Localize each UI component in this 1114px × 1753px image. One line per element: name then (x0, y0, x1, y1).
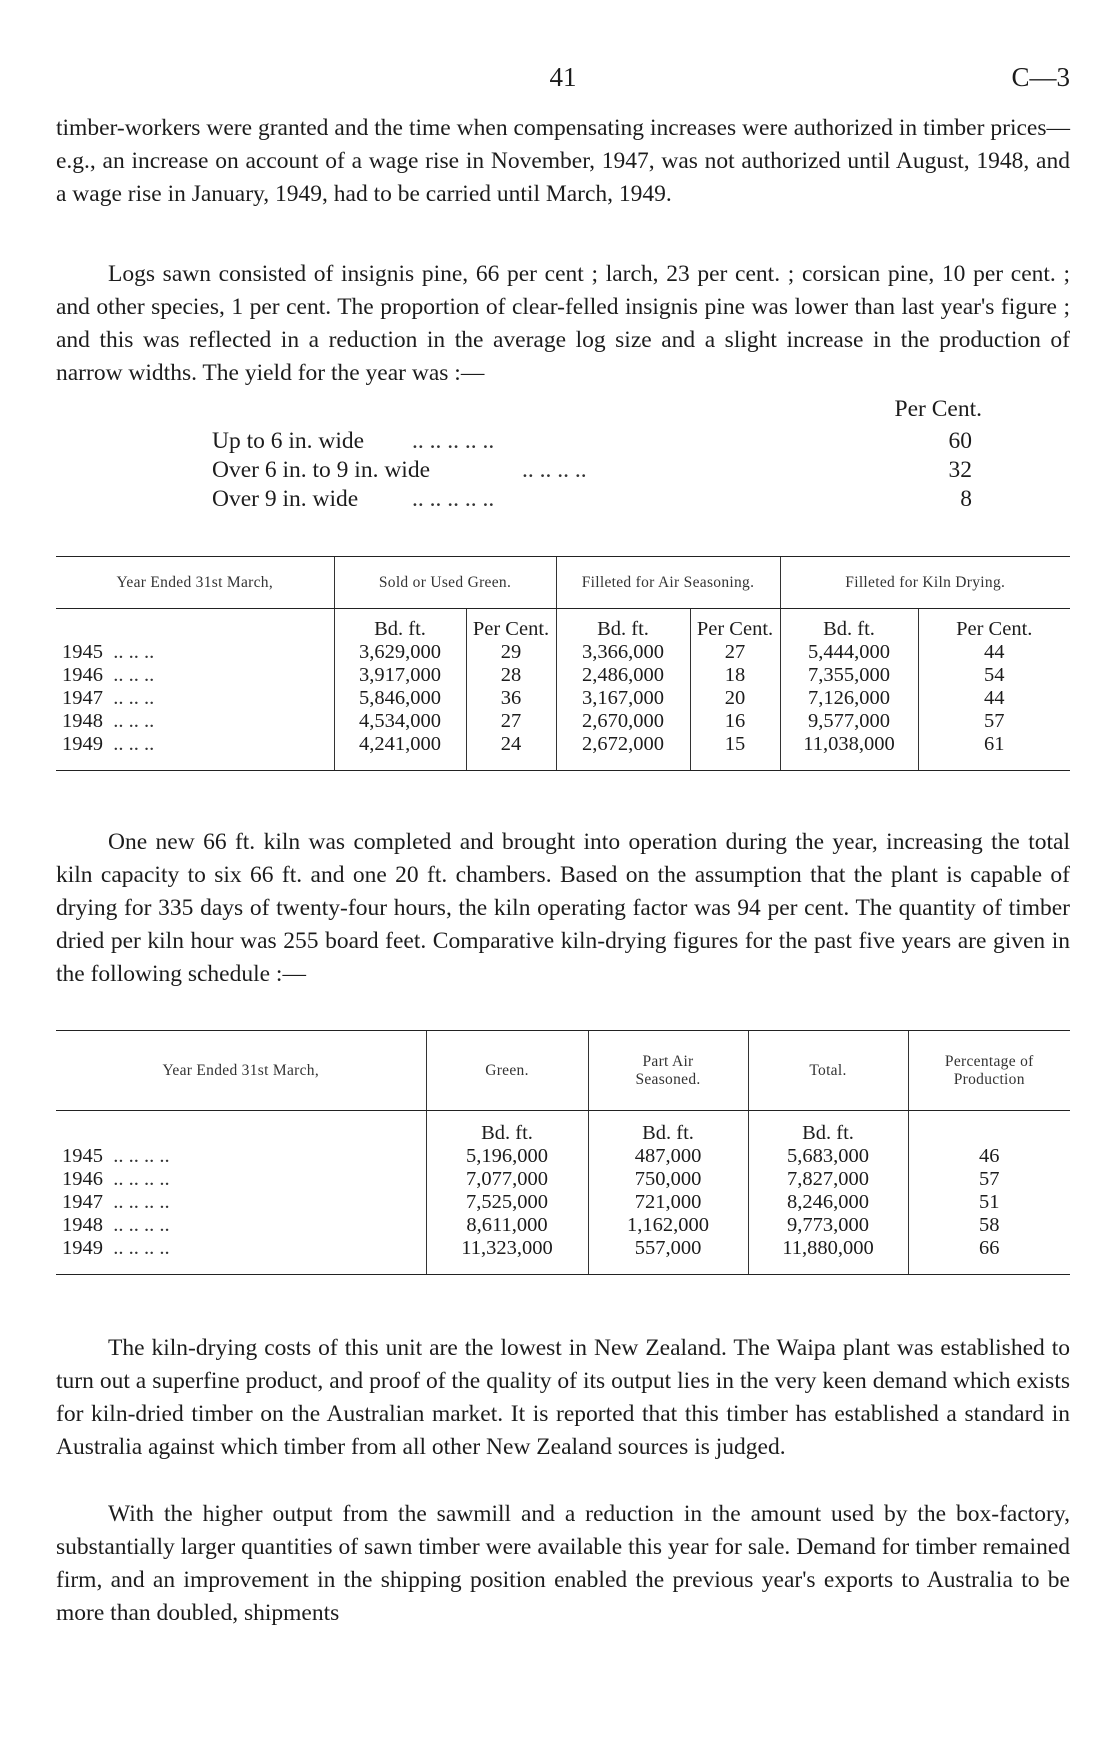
column-header-green: Green. (426, 1031, 588, 1111)
air-pct-cell: 27 (690, 641, 780, 664)
air-bdft-cell: 3,366,000 (556, 641, 690, 664)
part-air-cell: 557,000 (588, 1237, 748, 1275)
total-cell: 9,773,000 (748, 1214, 908, 1237)
yield-row (212, 428, 982, 458)
paragraph-logs-sawn (56, 258, 1070, 390)
yield-label: Over 9 in. wide (212, 486, 359, 512)
kiln-bdft-cell: 7,355,000 (780, 664, 918, 687)
kiln-pct-cell: 44 (918, 687, 1070, 710)
leader-dots: .. .. .. (113, 640, 155, 663)
yield-dots: .. .. .. .. .. (412, 428, 495, 454)
sold-bdft-cell: 5,846,000 (334, 687, 466, 710)
column-header-total: Total. (748, 1031, 908, 1111)
sold-pct-cell: 29 (466, 641, 556, 664)
leader-dots: .. .. .. (113, 686, 155, 709)
leader-dots: .. .. .. .. (113, 1167, 170, 1190)
yield-label: Over 6 in. to 9 in. wide (212, 457, 430, 483)
part-air-cell: 750,000 (588, 1168, 748, 1191)
table-row (56, 1145, 1070, 1168)
leader-dots: .. .. .. (113, 709, 155, 732)
yield-dots: .. .. .. .. .. (412, 486, 495, 512)
sold-pct-cell: 24 (466, 733, 556, 771)
leader-dots: .. .. .. .. (113, 1236, 170, 1259)
document-page (56, 0, 1070, 1753)
kiln-pct-cell: 44 (918, 641, 1070, 664)
percentage-cell: 51 (908, 1191, 1070, 1214)
kiln-pct-cell: 54 (918, 664, 1070, 687)
table-kiln-drying (56, 1030, 1070, 1275)
leader-dots: .. .. .. .. (113, 1144, 170, 1167)
green-cell: 5,196,000 (426, 1145, 588, 1168)
year-cell: 1945 (62, 640, 103, 663)
percentage-cell: 57 (908, 1168, 1070, 1191)
kiln-bdft-cell: 7,126,000 (780, 687, 918, 710)
unit-label: Bd. ft. (334, 609, 466, 641)
paragraph-text: One new 66 ft. kiln was completed and brought into operation during the year, increasing the total kiln capacity to six 66 ft. and one 20 ft. chambers. Based on the assumption that the plant is capable of drying for 335 days of twenty-four hours, the kiln operating factor was 94 per cent. The quantity of timber dried per kiln hour was 255 board feet. Comparative kiln-drying figures for the past five years are given in the following schedule :— (56, 829, 1070, 987)
leader-dots: .. .. .. (113, 732, 155, 755)
total-cell: 11,880,000 (748, 1237, 908, 1275)
unit-label: Bd. ft. (780, 609, 918, 641)
header-line: Percentage of (944, 1052, 1034, 1070)
leader-dots: .. .. .. .. (113, 1190, 170, 1213)
year-cell: 1946 (62, 1167, 103, 1190)
air-bdft-cell: 2,672,000 (556, 733, 690, 771)
units-row (56, 1111, 1070, 1145)
sold-pct-cell: 28 (466, 664, 556, 687)
sold-bdft-cell: 4,534,000 (334, 710, 466, 733)
table-row (56, 687, 1070, 710)
air-pct-cell: 15 (690, 733, 780, 771)
sold-bdft-cell: 3,917,000 (334, 664, 466, 687)
table-row (56, 733, 1070, 771)
paragraph-text: The kiln-drying costs of this unit are the lowest in New Zealand. The Waipa plant was established to turn out a superfine product, and proof of the quality of its output lies in the very keen demand which exists for kiln-dried timber on the Australian market. It is reported that this timber has established a standard in Australia against which timber from all other New Zealand sources is judged. (56, 1335, 1070, 1460)
unit-label: Per Cent. (690, 609, 780, 641)
unit-label: Bd. ft. (426, 1111, 588, 1145)
column-header-year: Year Ended 31st March, (56, 1031, 426, 1111)
units-row (56, 609, 1070, 641)
year-cell: 1945 (62, 1144, 103, 1167)
paragraph-wage-timber-prices (56, 112, 1070, 211)
percentage-cell: 66 (908, 1237, 1070, 1275)
table-header-row (56, 1031, 1070, 1111)
year-cell: 1946 (62, 663, 103, 686)
percentage-cell: 46 (908, 1145, 1070, 1168)
paragraph-text: timber-workers were granted and the time when compensating increases were authorized in timber prices—e.g., an increase on account of a wage rise in November, 1947, was not authorized until August, 1948, and a wage rise in January, 1949, had to be carried until March, 1949. (56, 115, 1070, 207)
table-row (56, 664, 1070, 687)
column-header-percentage (908, 1031, 1070, 1111)
kiln-bdft-cell: 11,038,000 (780, 733, 918, 771)
column-header-air-seasoning: Filleted for Air Seasoning. (556, 557, 780, 609)
page-number: 41 (549, 62, 577, 92)
table-row (56, 1214, 1070, 1237)
sold-bdft-cell: 3,629,000 (334, 641, 466, 664)
green-cell: 11,323,000 (426, 1237, 588, 1275)
percentage-cell: 58 (908, 1214, 1070, 1237)
sold-pct-cell: 36 (466, 687, 556, 710)
kiln-bdft-cell: 5,444,000 (780, 641, 918, 664)
air-bdft-cell: 2,670,000 (556, 710, 690, 733)
part-air-cell: 487,000 (588, 1145, 748, 1168)
leader-dots: .. .. .. .. (113, 1213, 170, 1236)
air-bdft-cell: 3,167,000 (556, 687, 690, 710)
leader-dots: .. .. .. (113, 663, 155, 686)
year-cell: 1949 (62, 732, 103, 755)
air-pct-cell: 16 (690, 710, 780, 733)
kiln-pct-cell: 57 (918, 710, 1070, 733)
column-header-part-air (588, 1031, 748, 1111)
paragraph-text: With the higher output from the sawmill and a reduction in the amount used by the box-factory, substantially larger quantities of sawn timber were available this year for sale. Demand for timber remained firm, and an improvement in the shipping position enabled the previous year's exports to Australia to be more than doubled, shipments (56, 1501, 1070, 1626)
yield-label: Up to 6 in. wide (212, 428, 365, 454)
column-header-year: Year Ended 31st March, (56, 557, 334, 609)
table-row (56, 1168, 1070, 1191)
year-cell: 1948 (62, 1213, 103, 1236)
part-air-cell: 721,000 (588, 1191, 748, 1214)
table-row (56, 641, 1070, 664)
part-air-cell: 1,162,000 (588, 1214, 748, 1237)
yield-value: 8 (960, 486, 972, 512)
header-line: Part Air (642, 1052, 694, 1070)
green-cell: 7,525,000 (426, 1191, 588, 1214)
kiln-pct-cell: 61 (918, 733, 1070, 771)
table-row (56, 710, 1070, 733)
unit-label: Bd. ft. (588, 1111, 748, 1145)
document-reference: C—3 (1011, 62, 1070, 92)
unit-label: Bd. ft. (556, 609, 690, 641)
unit-label: Per Cent. (466, 609, 556, 641)
yield-unit-label: Per Cent. (894, 396, 982, 422)
year-cell: 1947 (62, 686, 103, 709)
kiln-bdft-cell: 9,577,000 (780, 710, 918, 733)
table-sawn-timber-disposal (56, 556, 1070, 771)
table-row (56, 1237, 1070, 1275)
header-line: Seasoned. (635, 1070, 701, 1088)
yield-row (212, 486, 982, 516)
year-cell: 1949 (62, 1236, 103, 1259)
green-cell: 7,077,000 (426, 1168, 588, 1191)
paragraph-sawmill-output (56, 1498, 1070, 1630)
unit-label: Bd. ft. (748, 1111, 908, 1145)
paragraph-text: Logs sawn consisted of insignis pine, 66 per cent ; larch, 23 per cent. ; corsican pine, 10 per cent. ; and other species, 1 per cent. The proportion of clear-felled insignis pine was lower than last year's figure ; and this was reflected in a reduction in the average log size and a slight increase in the production of narrow widths. The yield for the year was :— (56, 261, 1070, 386)
year-cell: 1947 (62, 1190, 103, 1213)
paragraph-kiln-costs (56, 1332, 1070, 1464)
table-row (56, 1191, 1070, 1214)
table-header-row (56, 557, 1070, 609)
year-cell: 1948 (62, 709, 103, 732)
total-cell: 8,246,000 (748, 1191, 908, 1214)
yield-dots: .. .. .. .. (522, 457, 587, 483)
yield-value: 32 (948, 457, 972, 483)
unit-label: Per Cent. (918, 609, 1070, 641)
green-cell: 8,611,000 (426, 1214, 588, 1237)
column-header-kiln-drying: Filleted for Kiln Drying. (780, 557, 1070, 609)
yield-row (212, 457, 982, 487)
header-line: Production (953, 1070, 1025, 1088)
air-bdft-cell: 2,486,000 (556, 664, 690, 687)
air-pct-cell: 20 (690, 687, 780, 710)
total-cell: 5,683,000 (748, 1145, 908, 1168)
column-header-sold-green: Sold or Used Green. (334, 557, 556, 609)
air-pct-cell: 18 (690, 664, 780, 687)
yield-value: 60 (948, 428, 972, 454)
total-cell: 7,827,000 (748, 1168, 908, 1191)
paragraph-kiln-capacity (56, 826, 1070, 991)
sold-pct-cell: 27 (466, 710, 556, 733)
page-header (56, 62, 1070, 96)
sold-bdft-cell: 4,241,000 (334, 733, 466, 771)
